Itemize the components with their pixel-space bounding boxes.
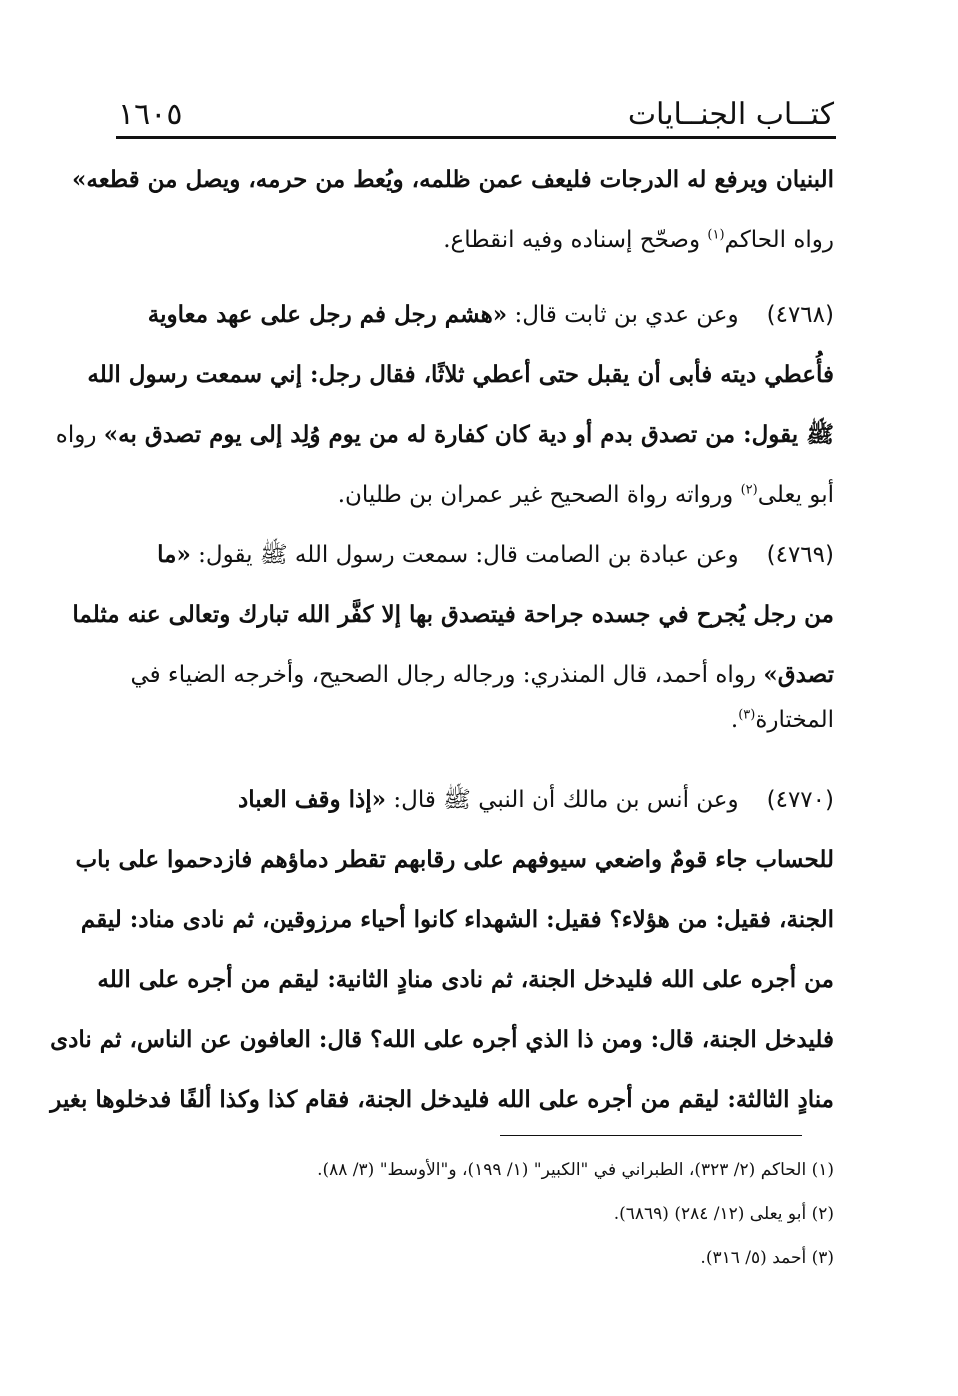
- text-line: [118, 690, 834, 750]
- hadith-text-line: الجنة، فقيل: من هؤلاء؟ فقيل: الشهداء كانوا أحياء مرزوقين، ثم نادى مناد: ليقم: [80, 906, 834, 933]
- book-title: كتــاب الجنــايات: [627, 97, 834, 132]
- footnote: (١) الحاكم (٢/ ٣٢٣)، الطبراني في "الكبير" (١/ ١٩٩)، و"الأوسط" (٣/ ٨٨).: [317, 1160, 834, 1180]
- hadith-text-line: فأُعطي ديته فأبى أن يقبل حتى أعطي ثلاثًا، فقال رجل: إني سمعت رسول الله: [87, 361, 834, 388]
- hadith-4769-line: [118, 525, 834, 585]
- hadith-text-line: من أجره على الله فليدخل الجنة، ثم نادى منادٍ الثانية: ليقم من أجره على الله: [97, 966, 834, 993]
- text-span: رواه: [55, 422, 104, 448]
- hadith-4770-line: [118, 770, 834, 830]
- footnote-ref: (٢): [740, 482, 758, 498]
- footnote: (٣) أحمد (٥/ ٣١٦).: [700, 1248, 834, 1268]
- hadith-text: ﷺ يقول: من تصدق بدم أو دية كان كفارة له من يوم وُلِد إلى يوم تصدق به»: [103, 421, 834, 448]
- text-span: المختارة: [755, 707, 834, 733]
- text-span: أبو يعلى: [757, 482, 834, 508]
- footnote-separator: [500, 1135, 802, 1136]
- text-span: ورواته رواة الصحيح غير عمران بن طليان.: [337, 482, 741, 508]
- hadith-text: تصدق»: [763, 661, 834, 688]
- hadith-text: «إذا وقف العباد: [238, 786, 387, 813]
- footnote: (٢) أبو يعلى (١٢/ ٢٨٤) (٦٨٦٩).: [613, 1204, 834, 1224]
- text-line: [118, 465, 834, 525]
- text-span: .: [730, 707, 739, 733]
- hadith-number: (٤٧٧٠): [766, 787, 834, 813]
- text-line: [118, 210, 834, 270]
- hadith-4768-line: [118, 285, 834, 345]
- hadith-number: (٤٧٦٨): [766, 302, 834, 328]
- hadith-text-line: من رجل يُجرح في جسده جراحة فيتصدق بها إلا كفَّر الله تبارك وتعالى عنه مثلما: [72, 601, 834, 628]
- text-span: وصحّح إسناده وفيه انقطاع.: [443, 227, 708, 253]
- text-span: رواه أحمد، قال المنذري: ورجاله رجال الصحيح، وأخرجه الضياء في: [130, 662, 764, 688]
- footnotes: [118, 1148, 834, 1280]
- header-rule: [116, 136, 836, 139]
- text-span: رواه الحاكم: [724, 227, 834, 253]
- text-span: وعن عدي بن ثابت قال:: [507, 302, 739, 328]
- text-line: البنيان ويرفع له الدرجات فليعف عمن ظلمه، ويُعط من حرمه، ويصل من قطعه»: [72, 166, 834, 193]
- page-header: [118, 86, 834, 132]
- hadith-text: «هشم رجل فم رجل على عهد معاوية: [147, 301, 508, 328]
- hadith-text-line: فليدخل الجنة، قال: ومن ذا الذي أجره على الله؟ قال: العافون عن الناس، ثم نادى: [50, 1026, 834, 1053]
- hadith-text: «ما: [157, 541, 191, 568]
- page-number: ١٦٠٥: [118, 97, 183, 132]
- hadith-text-line: منادٍ الثالثة: ليقم من أجره على الله فليدخل الجنة، فقام كذا وكذا ألفًا فدخلوها بغير: [50, 1086, 834, 1113]
- text-span: وعن أنس بن مالك أن النبي ﷺ قال:: [386, 787, 739, 813]
- text-span: وعن عبادة بن الصامت قال: سمعت رسول الله ﷺ يقول:: [190, 542, 739, 568]
- hadith-text-line: [55, 405, 834, 465]
- footnote-ref: (١): [707, 227, 725, 243]
- hadith-text-line: للحساب جاء قومٌ واضعي سيوفهم على رقابهم تقطر دماؤهم فازدحموا على باب: [75, 846, 834, 873]
- hadith-number: (٤٧٦٩): [766, 542, 834, 568]
- footnote-ref: (٣): [738, 707, 756, 723]
